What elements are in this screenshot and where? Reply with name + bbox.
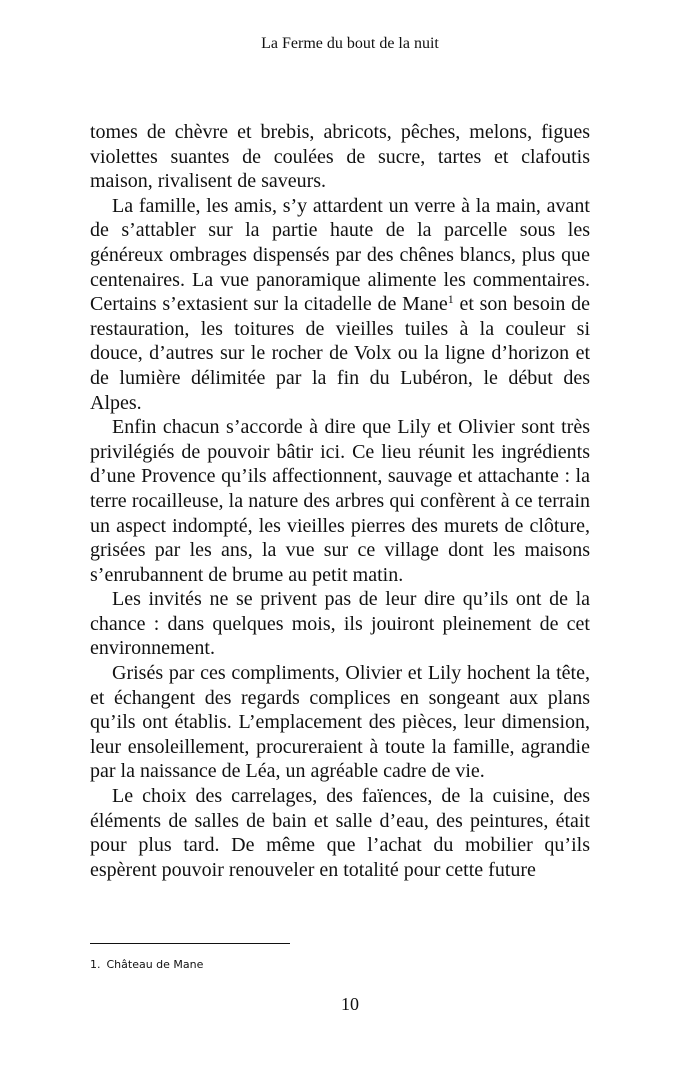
paragraph-4: Les invités ne se privent pas de leur dire qu’ils ont de la chance : dans quelques mois, ils jouiront pleinement de cet environnement. bbox=[90, 588, 590, 660]
paragraph-2 bbox=[90, 194, 590, 415]
paragraph-5: Grisés par ces compliments, Olivier et Lily hochent la tête, et échangent des regards complices en songeant aux plans qu’ils ont établis. L’emplacement des pièces, leur dimension, leur ensoleillement, procureraient à toute la famille, agrandie par la naissance de Léa, un agréable cadre de vie. bbox=[90, 662, 590, 783]
paragraph-2-text-end: et son besoin de restauration, les toitures de vieilles tuiles à la couleur si douce, d’autres sur le rocher de Volx ou la ligne d’horizon et de lumière délimitée par la fin du Lubéron, le début des Alpes. bbox=[90, 293, 591, 414]
paragraph-6: Le choix des carrelages, des faïences, de la cuisine, des éléments de salles de bain et salle d’eau, des peintures, était pour plus tard. De même que l’achat du mobilier qu’ils espèrent pouvoir renouveler en totalité pour cette future bbox=[90, 785, 590, 881]
footnote-number: 1. bbox=[90, 958, 101, 971]
footnote-reference[interactable]: 1 bbox=[447, 292, 454, 307]
paragraph-3: Enfin chacun s’accorde à dire que Lily et Olivier sont très privilégiés de pouvoir bâtir ici. Ce lieu réunit les ingrédients d’une Provence qu’ils affectionnent, sauvage et attachante : la terre rocailleuse, la nature des arbres qui confèrent à ce terrain un aspect indompté, les vieilles pierres des murets de clôture, grisées par les ans, la vue sur ce village dont les maisons s’enrubannent de brume au petit matin. bbox=[90, 416, 590, 586]
paragraph-1: tomes de chèvre et brebis, abricots, pêches, melons, figues violettes suantes de coulées de sucre, tartes et clafoutis maison, rivalisent de saveurs. bbox=[90, 121, 590, 193]
body-text bbox=[90, 120, 590, 882]
footnote-separator bbox=[90, 943, 290, 944]
running-head-title: La Ferme du bout de la nuit bbox=[261, 35, 439, 52]
footnote bbox=[90, 958, 203, 972]
paragraph-2-text-start: La famille, les amis, s’y attardent un verre à la main, avant de s’attabler sur la partie haute de la parcelle sous les généreux ombrages dispensés par des chênes blancs, plus que centenaires. La vue panoramique alimente les commentaires. Certains s’extasient sur la citadelle de Mane bbox=[90, 194, 590, 316]
page-number: 10 bbox=[341, 994, 359, 1014]
footnote-text: Château de Mane bbox=[106, 958, 204, 971]
